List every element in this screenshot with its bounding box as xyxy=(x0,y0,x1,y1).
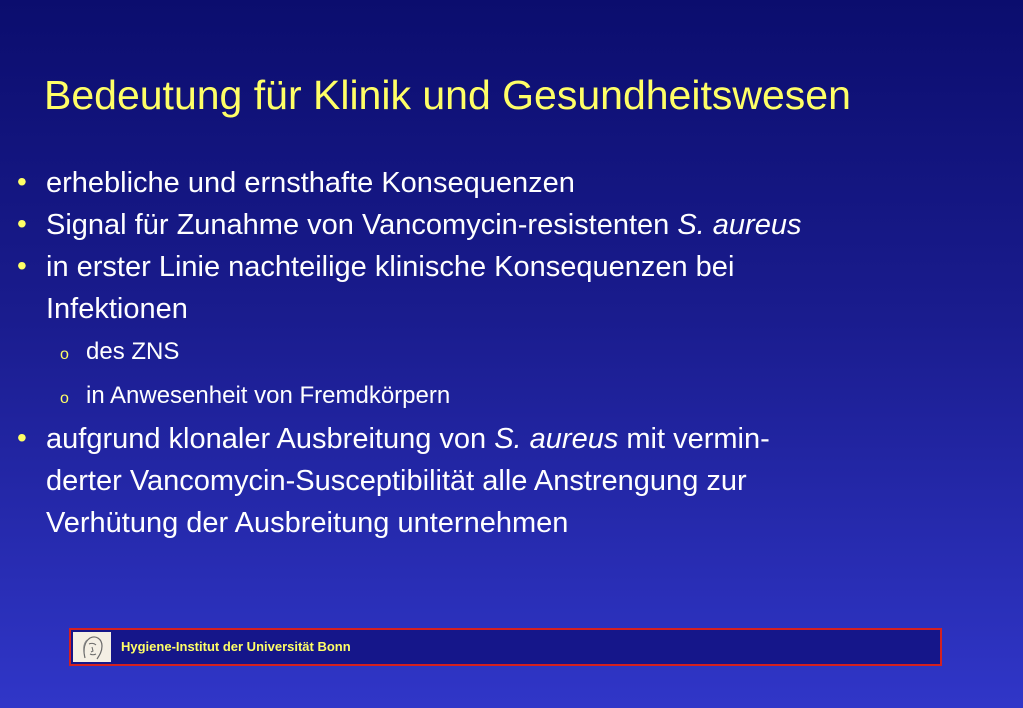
institute-logo xyxy=(73,632,111,662)
sub-bullet-item xyxy=(14,374,1014,418)
species-name: S. aureus xyxy=(494,423,619,455)
bullet-text-line: aufgrund klonaler Ausbreitung von xyxy=(46,423,495,455)
bullet-dot-icon: • xyxy=(17,422,27,453)
sub-bullet-text: in Anwesenheit von Fremdkörpern xyxy=(86,382,451,409)
bullet-text-line: derter Vancomycin-Susceptibilität alle Anstrengung zur xyxy=(46,465,747,497)
species-name: S. aureus xyxy=(677,209,802,241)
bullet-text-line: in erster Linie nachteilige klinische Konsequenzen bei xyxy=(46,251,735,283)
bullet-text-line: mit vermin- xyxy=(618,423,770,455)
sub-bullet-item xyxy=(14,330,1014,374)
portrait-logo-icon xyxy=(75,634,109,660)
bullet-text-line: Verhütung der Ausbreitung unternehmen xyxy=(46,507,569,539)
bullet-item xyxy=(14,204,1014,246)
sub-bullet-circle-icon: o xyxy=(60,390,69,407)
footer-banner xyxy=(69,628,942,666)
slide-title: Bedeutung für Klinik und Gesundheitswesen xyxy=(44,72,851,118)
bullet-text: erhebliche und ernsthafte Konsequenzen xyxy=(46,167,575,199)
bullet-dot-icon: • xyxy=(17,250,27,281)
sub-bullet-text: des ZNS xyxy=(86,338,180,365)
bullet-dot-icon: • xyxy=(17,208,27,239)
bullet-dot-icon: • xyxy=(17,166,27,197)
sub-bullet-circle-icon: o xyxy=(60,346,69,363)
bullet-item xyxy=(14,246,1014,330)
bullet-list xyxy=(14,162,1014,544)
bullet-text: Signal für Zunahme von Vancomycin-resistenten xyxy=(46,209,678,241)
bullet-item xyxy=(14,162,1014,204)
bullet-item xyxy=(14,418,1014,544)
bullet-text-line: Infektionen xyxy=(46,293,188,325)
institute-name: Hygiene-Institut der Universität Bonn xyxy=(121,639,351,654)
